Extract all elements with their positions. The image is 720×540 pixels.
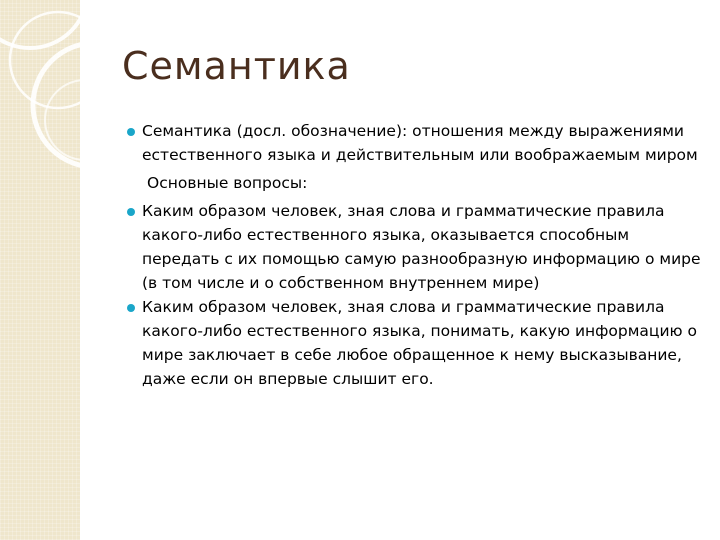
slide-title: Семантика <box>122 44 351 88</box>
bullet-icon <box>127 128 135 136</box>
bullet-item <box>120 295 710 391</box>
bullet-text: Каким образом человек, зная слова и грамматические правила какого-либо естественного языка, оказывается способным передать с их помощью самую разнообразную информацию о мире (в том числе и о собственном внутреннем мире) <box>142 202 701 292</box>
bullet-item <box>120 119 710 167</box>
bullet-text: Семантика (досл. обозначение): отношения между выражениями естественного языка и действительным или воображаемым миром <box>142 122 698 164</box>
bullet-icon <box>127 208 135 216</box>
decorative-circles <box>0 0 80 540</box>
slide-body <box>120 119 710 391</box>
bullet-icon <box>127 304 135 312</box>
bullet-item <box>120 199 710 295</box>
section-label: Основные вопросы: <box>147 174 308 192</box>
decorative-side-panel <box>0 0 80 540</box>
bullet-text: Каким образом человек, зная слова и грамматические правила какого-либо естественного языка, понимать, какую информацию о мире заключает в себе любое обращенное к нему высказывание, даже если он впервые слышит его. <box>142 298 698 388</box>
